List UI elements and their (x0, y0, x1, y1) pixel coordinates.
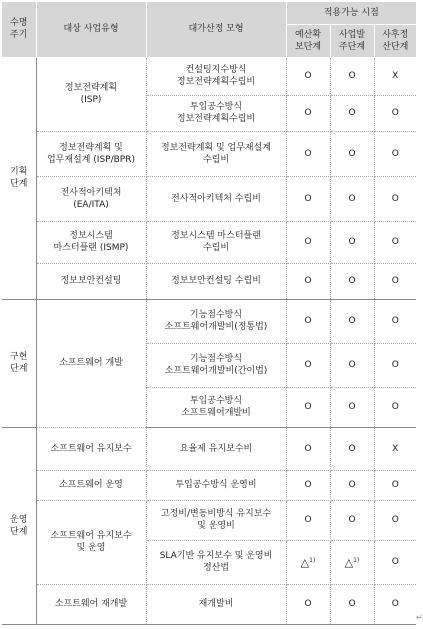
order-mark: O (330, 427, 374, 470)
paragraph-end-mark: ↵ (416, 613, 423, 622)
order-mark: O (330, 500, 374, 540)
project-type-cell: 정보시스템 마스터플랜 (ISMP) (36, 221, 146, 263)
budget-mark: O (286, 57, 330, 95)
project-type-cell: 소프트웨어 유지보수 (36, 427, 146, 470)
cost-model-cell: 투입공수방식 소프트웨어개발비 (146, 387, 286, 427)
footnote-ref: 1) (309, 556, 316, 564)
order-mark: O (330, 95, 374, 131)
cost-model-cell: 투입공수방식 정보전략계획수립비 (146, 95, 286, 131)
budget-mark: O (286, 299, 330, 343)
header-cost-model: 대가산정 모형 (146, 2, 286, 57)
cost-model-cell: 전사적아키텍처 수립비 (146, 176, 286, 221)
header-project-type: 대상 사업유형 (36, 2, 146, 57)
order-mark: O (330, 343, 374, 387)
budget-mark: O (286, 470, 330, 500)
post-mark: O (374, 221, 416, 263)
header-order: 사업발 주단계 (330, 24, 374, 57)
post-mark: O (374, 343, 416, 387)
phase-implementation: 구현 단계 (2, 299, 36, 427)
budget-mark: O (286, 95, 330, 131)
order-mark: O (330, 57, 374, 95)
header-budget: 예산확 보단계 (286, 24, 330, 57)
cost-model-cell: SLA기반 유지보수 및 운영비 정산법 (146, 540, 286, 584)
project-type-cell: 정보전략계획 및 업무재설계 (ISP/BPR) (36, 131, 146, 176)
order-mark: O (330, 470, 374, 500)
post-mark: X (374, 427, 416, 470)
project-type-cell: 소프트웨어 유지보수 및 운영 (36, 500, 146, 584)
header-lifecycle: 수명 주기 (2, 2, 36, 57)
budget-mark: O (286, 263, 330, 299)
applicability-table (2, 2, 416, 625)
phase-operation: 운영 단계 (2, 427, 36, 624)
project-type-cell: 정보전략계획 (ISP) (36, 57, 146, 131)
phase-planning: 기획 단계 (2, 57, 36, 299)
order-mark: O (330, 131, 374, 176)
post-mark: O (374, 176, 416, 221)
cost-model-cell: 컨설팅지수방식 정보전략계획수립비 (146, 57, 286, 95)
project-type-cell: 소프트웨어 개발 (36, 299, 146, 427)
header-post: 사후정 산단계 (374, 24, 416, 57)
cost-model-cell: 기능점수방식 소프트웨어개발비(간이법) (146, 343, 286, 387)
cost-model-cell: 투입공수방식 운영비 (146, 470, 286, 500)
post-mark: O (374, 263, 416, 299)
order-mark (330, 540, 374, 584)
post-mark: O (374, 95, 416, 131)
header-applicable: 적용가능 시점 (286, 2, 416, 24)
budget-mark: O (286, 343, 330, 387)
budget-mark: O (286, 500, 330, 540)
cost-model-cell: 고정비/변동비방식 유지보수 및 운영비 (146, 500, 286, 540)
order-mark: O (330, 176, 374, 221)
budget-mark: O (286, 387, 330, 427)
cost-model-cell: 정보전략계획 및 업무재설계 수립비 (146, 131, 286, 176)
footnote-ref: 1) (353, 556, 360, 564)
budget-mark (286, 540, 330, 584)
post-mark: O (374, 299, 416, 343)
post-mark: X (374, 57, 416, 95)
cost-model-cell: 재개발비 (146, 584, 286, 624)
post-mark: O (374, 584, 416, 624)
budget-mark: O (286, 584, 330, 624)
order-mark: O (330, 584, 374, 624)
cost-model-cell: 기능점수방식 소프트웨어개발비(정통법) (146, 299, 286, 343)
order-mark: O (330, 387, 374, 427)
post-mark: O (374, 470, 416, 500)
budget-mark: O (286, 131, 330, 176)
budget-mark: O (286, 176, 330, 221)
cost-model-cell: 정보보안컨설팅 수립비 (146, 263, 286, 299)
triangle-mark: △ (300, 555, 310, 569)
project-type-cell: 정보보안컨설팅 (36, 263, 146, 299)
budget-mark: O (286, 427, 330, 470)
budget-mark: O (286, 221, 330, 263)
order-mark: O (330, 299, 374, 343)
post-mark: O (374, 540, 416, 584)
project-type-cell: 전사적아키텍처 (EA/ITA) (36, 176, 146, 221)
cost-model-cell: 요율제 유지보수비 (146, 427, 286, 470)
project-type-cell: 소프트웨어 운영 (36, 470, 146, 500)
post-mark: O (374, 131, 416, 176)
order-mark: O (330, 221, 374, 263)
triangle-mark: △ (344, 555, 354, 569)
project-type-cell: 소프트웨어 재개발 (36, 584, 146, 624)
post-mark: O (374, 500, 416, 540)
order-mark: O (330, 263, 374, 299)
cost-model-cell: 정보시스템 마스터플랜 수립비 (146, 221, 286, 263)
post-mark: O (374, 387, 416, 427)
